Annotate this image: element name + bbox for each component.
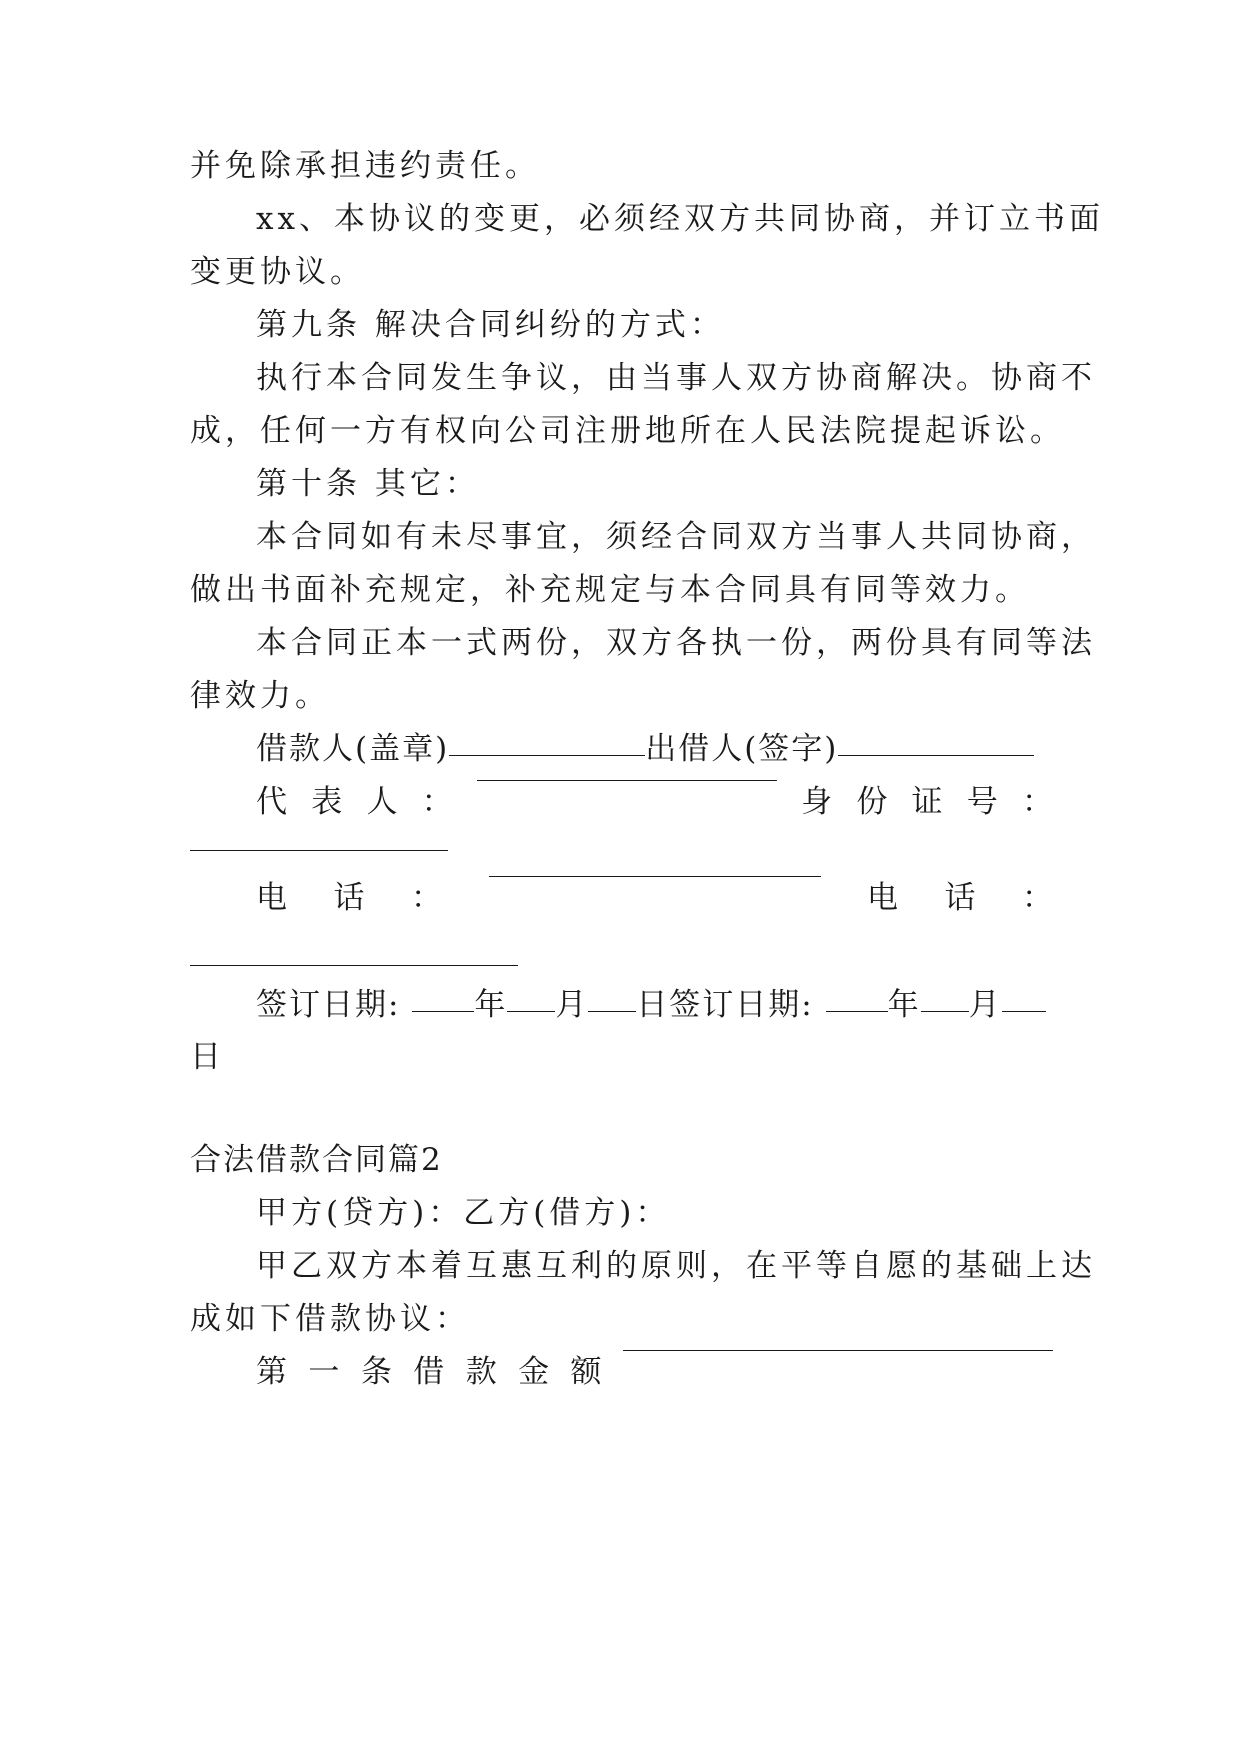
paragraph-line: 执行本合同发生争议，由当事人双方协商解决。协商不 [256,360,1096,396]
paragraph-line: 本合同正本一式两份，双方各执一份，两份具有同等法 [256,625,1096,661]
borrower-signature-blank [449,754,645,756]
signature-row [256,729,1034,769]
id-label-char: ： [1021,784,1053,820]
representative-row [256,782,1053,822]
representative-label-char: ： [421,784,453,820]
representative-blank [477,779,777,781]
paragraph-line: 做出书面补充规定，补充规定与本合同具有同等效力。 [190,572,1030,608]
representative-label-char: 代 [256,784,287,820]
year-blank [412,1010,474,1012]
day-label: 日 [190,1039,225,1075]
phone-label-char: 话 [944,880,976,916]
section-title: 合法借款合同篇2 [190,1142,443,1178]
date-row [256,985,1046,1025]
paragraph-line: 并免除承担违约责任。 [190,148,540,184]
article-1-char: 借 [413,1354,445,1390]
paragraph-line: 变更协议。 [190,254,365,290]
article-1-char: 金 [518,1354,550,1390]
borrower-label: 借款人(盖章) [256,731,450,767]
lender-signature-blank [838,754,1034,756]
phone-label-char: ： [1022,880,1053,916]
phone-label-char: 电 [867,880,898,916]
paragraph-line: xx、本协议的变更，必须经双方共同协商，并订立书面 [256,201,1104,237]
article-1-char: 款 [465,1354,497,1390]
loan-amount-blank [623,1349,1053,1351]
paragraph-line: 甲乙双方本着互惠互利的原则，在平等自愿的基础上达 [256,1248,1096,1284]
year-label: 年 [887,987,921,1023]
id-number-blank [190,850,448,851]
article-1-row [256,1352,1053,1392]
phone-row [256,878,1053,918]
article-1-char: 一 [308,1354,340,1390]
date-label: 签订日期: [256,987,401,1023]
month-blank [507,1010,555,1012]
parties-line: 甲方(贷方)：乙方(借方)： [256,1195,671,1231]
id-label-char: 身 [801,784,833,820]
month-label: 月 [555,987,589,1023]
phone-blank [489,875,821,877]
phone2-blank [190,965,518,966]
phone-label-char: ： [411,880,442,916]
article-1-char: 额 [570,1354,602,1390]
article-1-char: 条 [360,1354,392,1390]
paragraph-line: 成如下借款协议： [190,1301,470,1337]
id-label-char: 证 [911,784,943,820]
day-blank [1002,1010,1046,1012]
id-label-char: 份 [856,784,888,820]
phone-label-char: 电 [256,880,287,916]
phone-label-char: 话 [333,880,365,916]
day-blank [588,1010,636,1012]
paragraph-line: 本合同如有未尽事宜，须经合同双方当事人共同协商， [256,519,1096,555]
representative-label-char: 表 [311,784,343,820]
article-9-title: 第九条 解决合同纠纷的方式： [256,307,725,343]
article-10-title: 第十条 其它： [256,466,480,502]
article-1-char: 第 [256,1354,287,1390]
month-label: 月 [968,987,1002,1023]
lender-label: 出借人(签字) [645,731,839,767]
year-blank [826,1010,888,1012]
date-label: 日签订日期: [636,987,814,1023]
year-label: 年 [474,987,508,1023]
paragraph-line: 律效力。 [190,678,330,714]
representative-label-char: 人 [366,784,398,820]
id-label-char: 号 [966,784,998,820]
month-blank [921,1010,969,1012]
paragraph-line: 成，任何一方有权向公司注册地所在人民法院提起诉讼。 [190,413,1065,449]
